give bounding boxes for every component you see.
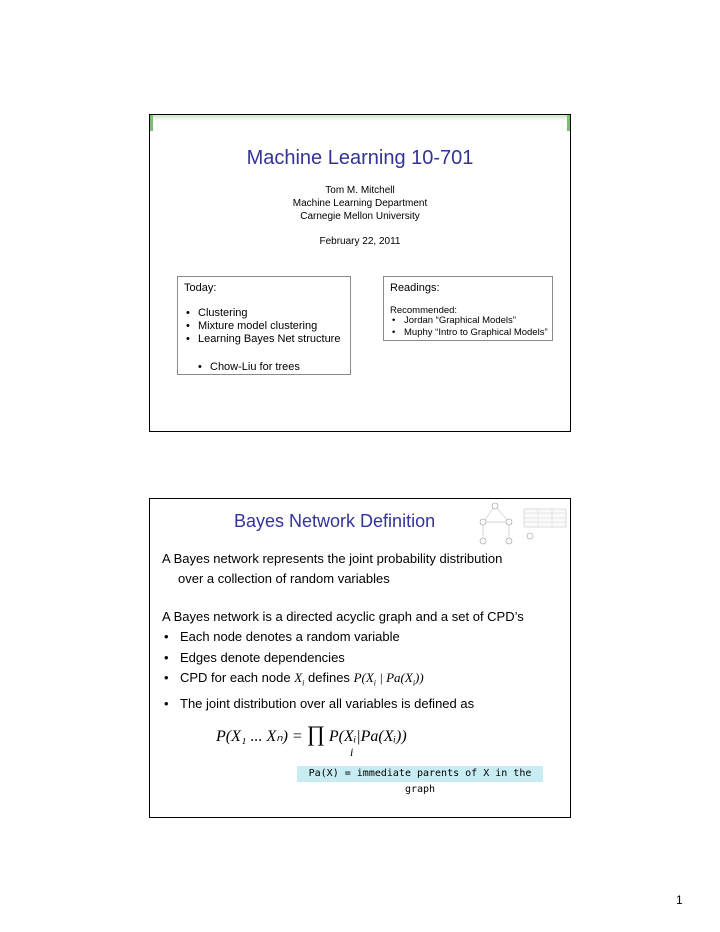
- paragraph-line: A Bayes network represents the joint probability distribution: [162, 551, 503, 566]
- reading-item: • Muphy “Intro to Graphical Models”: [390, 328, 548, 338]
- department-name: Machine Learning Department: [292, 198, 428, 209]
- bullet-item: • Each node denotes a random variable: [162, 627, 562, 648]
- bullet-item-cpd: [162, 668, 562, 694]
- slide-accent-right: [567, 115, 570, 131]
- definition-bullets: [162, 627, 562, 715]
- today-sublist: [184, 361, 300, 373]
- cpd-var: $X_i$: [294, 670, 305, 688]
- slide-title-text: Bayes Network Definition: [234, 511, 436, 531]
- product-index: i: [350, 745, 354, 759]
- definition-paragraph-2: A Bayes network is a directed acyclic graph and a set of CPD’s: [162, 609, 524, 624]
- course-title: Machine Learning 10-701: [246, 147, 474, 169]
- today-item: • Mixture model clustering: [184, 320, 344, 332]
- cpd-expression: $P(X_i$ | $Pa(X_i)$): [353, 670, 424, 688]
- lecture-date: February 22, 2011: [319, 236, 401, 247]
- slide-top-band: [150, 115, 570, 121]
- today-box: [177, 276, 351, 375]
- bayes-net-thumbnail-icon: [472, 501, 568, 547]
- formula-rhs: P(Xᵢ|Pa(Xᵢ)): [328, 728, 407, 745]
- slide-title: [149, 114, 571, 432]
- bullet-item: • The joint distribution over all variables is defined as: [162, 694, 562, 715]
- paragraph-line: over a collection of random variables: [178, 571, 390, 586]
- page-number: 1: [676, 893, 683, 907]
- slide-accent-left: [150, 115, 153, 131]
- cpd-mid: defines: [308, 670, 350, 685]
- readings-box: [383, 276, 553, 341]
- university-name: Carnegie Mellon University: [300, 211, 420, 222]
- today-heading: Today:: [184, 282, 217, 294]
- reading-item: • Jordan “Graphical Models”: [390, 316, 548, 326]
- today-subitem: • Chow-Liu for trees: [184, 361, 300, 373]
- formula-lhs: P(X₁ ... Xₙ) =: [216, 728, 303, 745]
- readings-list: [390, 316, 548, 340]
- parents-note: Pa(X) = immediate parents of X in the graph: [297, 766, 543, 782]
- slide-bayes-definition: [149, 498, 571, 818]
- readings-heading: Readings:: [390, 282, 440, 294]
- today-item: • Learning Bayes Net structure: [184, 333, 344, 345]
- bullet-item: • Edges denote dependencies: [162, 648, 562, 669]
- recommended-label: Recommended:: [390, 305, 458, 316]
- product-symbol: ∏: [306, 721, 325, 746]
- today-list: [184, 307, 344, 346]
- joint-distribution-formula: [216, 721, 407, 759]
- cpd-prefix: CPD for each node: [180, 670, 291, 685]
- today-item: • Clustering: [184, 307, 344, 319]
- definition-paragraph-1: [162, 549, 557, 589]
- author-name: Tom M. Mitchell: [325, 185, 395, 196]
